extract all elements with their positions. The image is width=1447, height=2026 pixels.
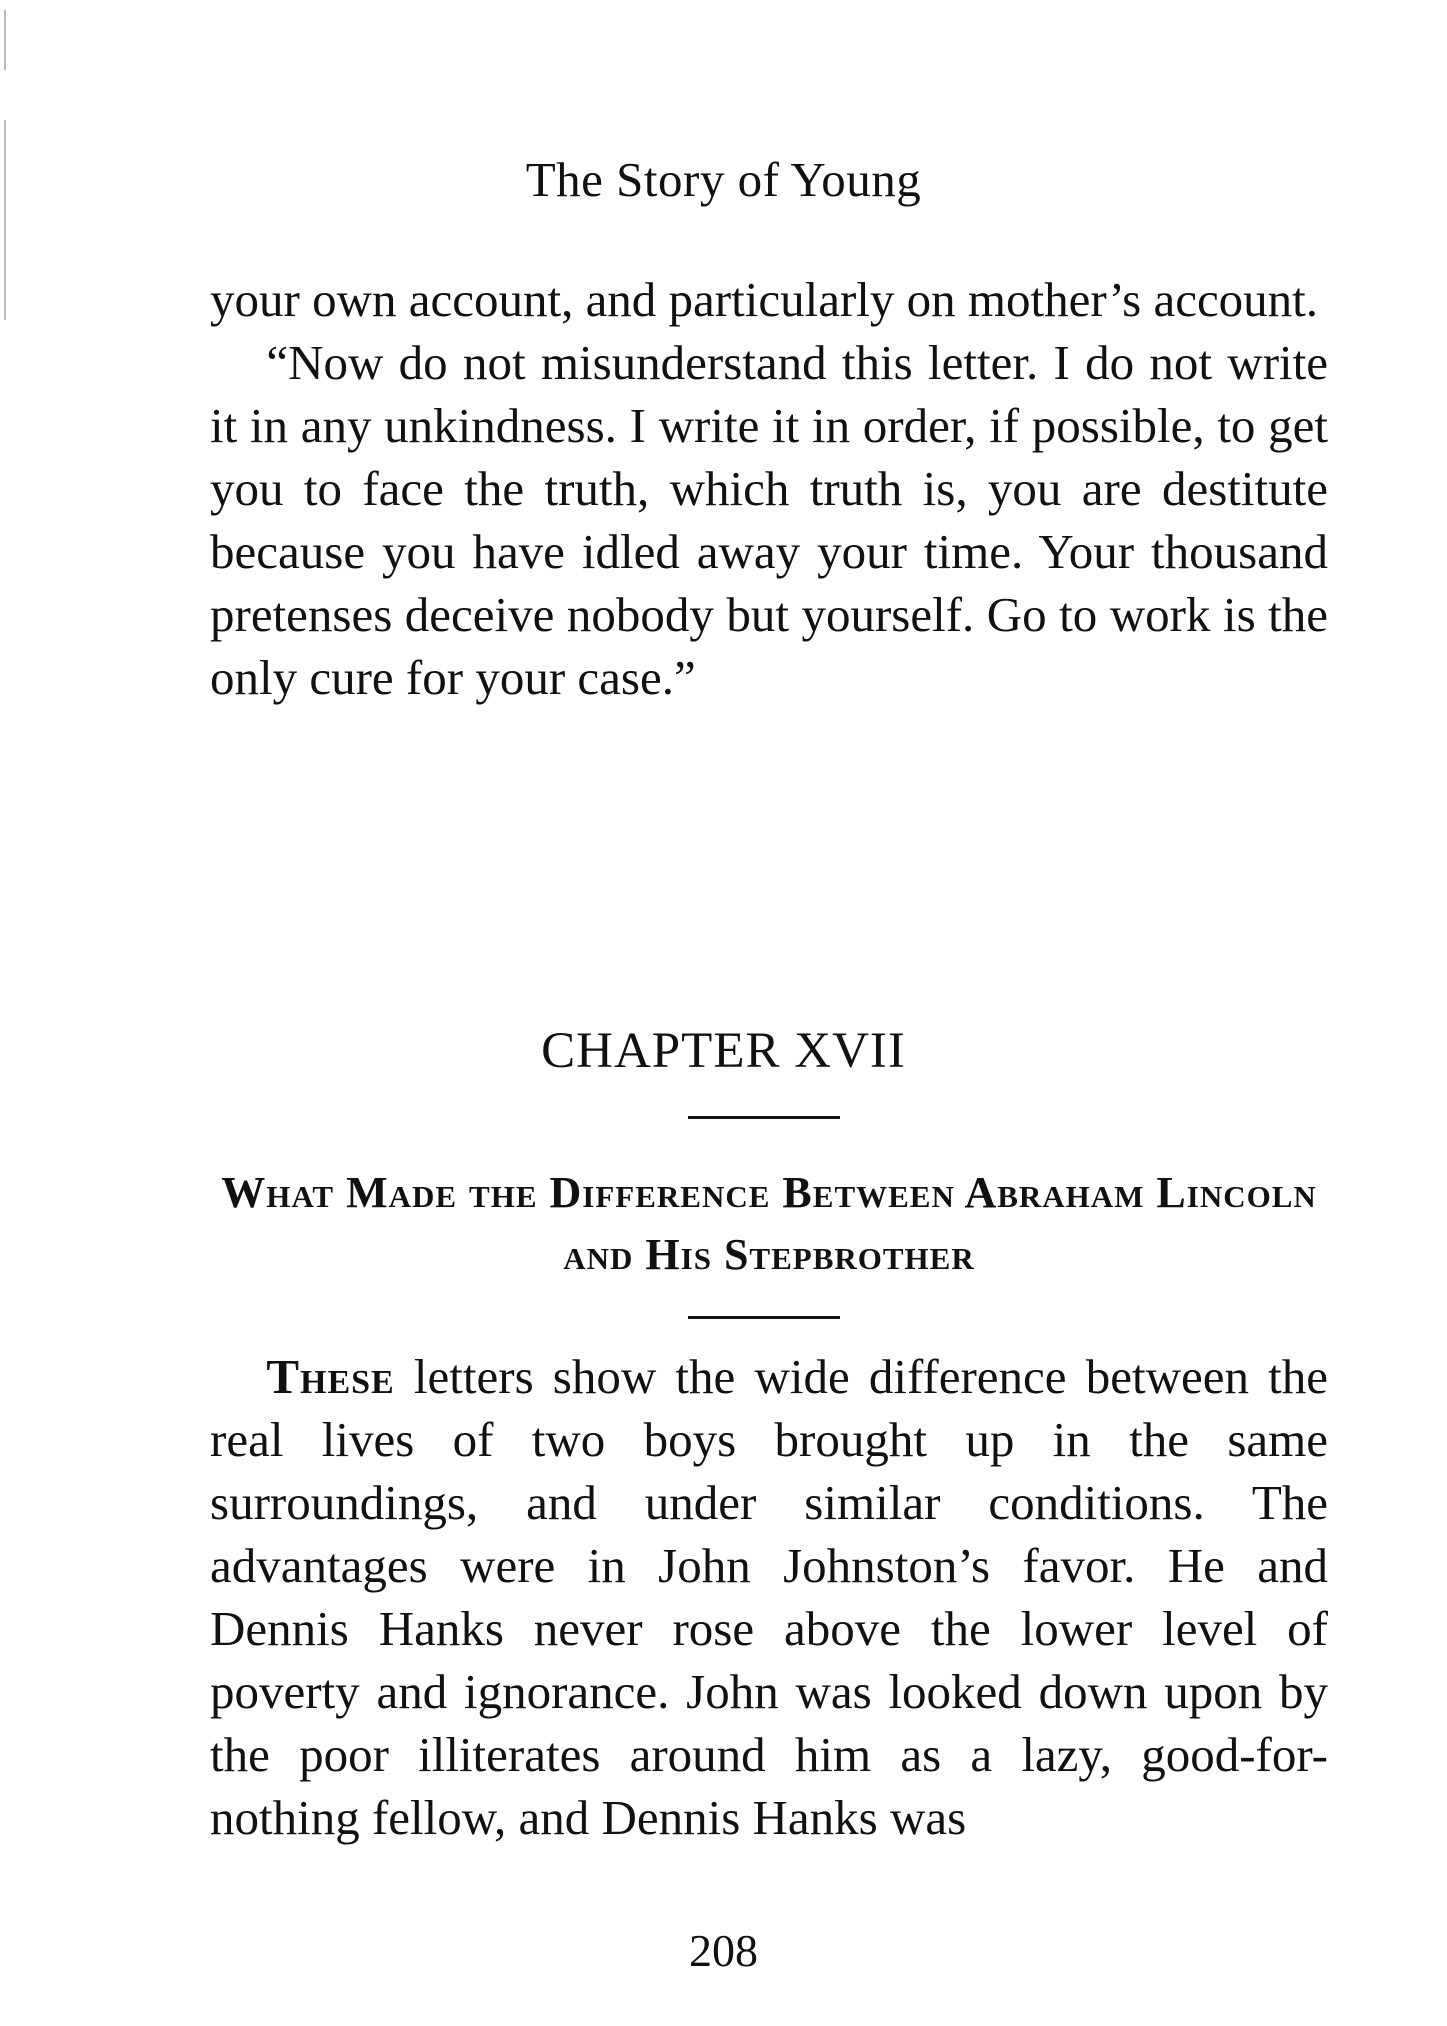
paragraph	[210, 1345, 1328, 1849]
lead-word: These	[266, 1349, 395, 1404]
scan-edge-mark	[4, 10, 6, 70]
chapter-subtitle: What Made the Difference Between Abraham Lincoln and His Stepbrother	[221, 1168, 1317, 1279]
paragraph-text: letters show the wide difference between the real lives of two boys brought up in the same surroundings, and under similar conditions. The advantages were in John Johnston’s favor. He and Dennis Hanks never rose above the lower level of poverty and ignorance. John was looked down upon by the poor illiterates around him as a lazy, good-for-nothing fellow, and Dennis Hanks was	[210, 1349, 1328, 1845]
page-number: 208	[689, 1925, 758, 1976]
divider-rule	[688, 1316, 840, 1319]
paragraph: your own account, and particularly on mother’s account.	[210, 272, 1319, 327]
chapter-body	[210, 1345, 1328, 1849]
divider-rule	[688, 1116, 840, 1119]
paragraph: “Now do not misunderstand this letter. I do not write it in any unkindness. I write it in order, if possible, to get you to face the truth, which truth is, you are destitute because you have idled away your time. Your thousand pretenses deceive nobody but yourself. Go to work is the only cure for your case.”	[210, 335, 1328, 705]
chapter-title: CHAPTER XVII	[541, 1023, 906, 1079]
continuation-text	[210, 268, 1328, 709]
running-head: The Story of Young	[525, 152, 922, 207]
